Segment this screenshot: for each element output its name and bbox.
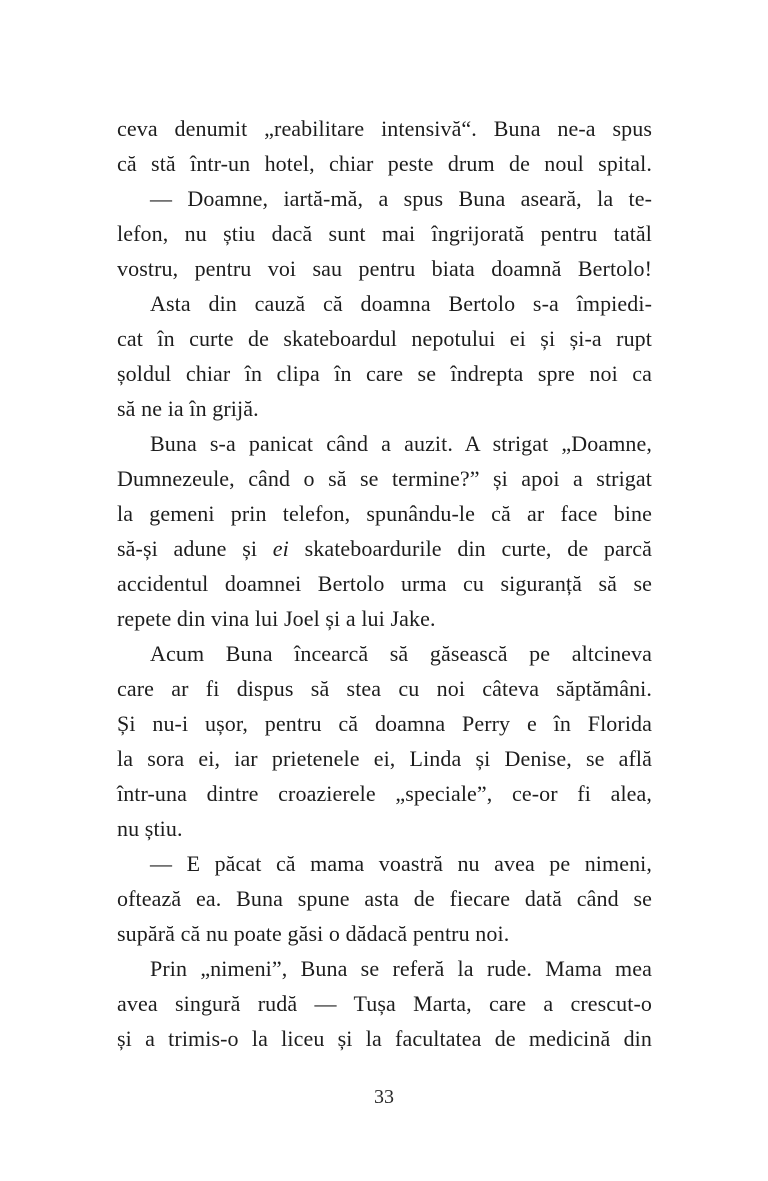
text-line: și a trimis-o la liceu și la facultatea de medicină din (117, 1026, 652, 1051)
text-line: la sora ei, iar prietenele ei, Linda și Denise, se află (117, 746, 652, 771)
page-number: 33 (374, 1086, 394, 1108)
text-line: accidentul doamnei Bertolo urma cu siguranță să se (117, 571, 652, 596)
text-line: care ar fi dispus să stea cu noi câteva săptămâni. (117, 676, 652, 701)
text-line: — Doamne, iartă-mă, a spus Buna aseară, la te- (150, 186, 652, 211)
text-line: repete din vina lui Joel și a lui Jake. (117, 606, 436, 631)
text-line: vostru, pentru voi sau pentru biata doamnă Bertolo! (117, 256, 652, 281)
text-line: Acum Buna încearcă să găsească pe altcineva (150, 641, 652, 666)
text-line: avea singură rudă — Tușa Marta, care a crescut-o (117, 991, 652, 1016)
text-line: Buna s-a panicat când a auzit. A strigat „Doamne, (150, 431, 652, 456)
text-line: supără că nu poate găsi o dădacă pentru noi. (117, 921, 510, 946)
text-line: cat în curte de skateboardul nepotului ei și și-a rupt (117, 326, 652, 351)
text-line: într-una dintre croazierele „speciale”, ce-or fi alea, (117, 781, 652, 806)
text-line: Dumnezeule, când o să se termine?” și apoi a strigat (117, 466, 652, 491)
text-line: oftează ea. Buna spune asta de fiecare dată când se (117, 886, 652, 911)
text-line: la gemeni prin telefon, spunându-le că ar face bine (117, 501, 652, 526)
page-text (117, 111, 652, 1056)
text-line: nu știu. (117, 816, 183, 841)
text-line: șoldul chiar în clipa în care se îndrepta spre noi ca (117, 361, 652, 386)
text-line: — E păcat că mama voastră nu avea pe nimeni, (150, 851, 652, 876)
text-line: Și nu-i ușor, pentru că doamna Perry e în Florida (117, 711, 652, 736)
text-line: Asta din cauză că doamna Bertolo s-a împiedi- (150, 291, 652, 316)
text-line: să ne ia în grijă. (117, 396, 259, 421)
text-line: ceva denumit „reabilitare intensivă“. Buna ne-a spus (117, 116, 652, 141)
text-line: Prin „nimeni”, Buna se referă la rude. Mama mea (150, 956, 652, 981)
text-line: că stă într-un hotel, chiar peste drum de noul spital. (117, 151, 652, 176)
text-line: să-și adune și ei skateboardurile din curte, de parcă (117, 536, 652, 561)
text-line: lefon, nu știu dacă sunt mai îngrijorată pentru tatăl (117, 221, 652, 246)
